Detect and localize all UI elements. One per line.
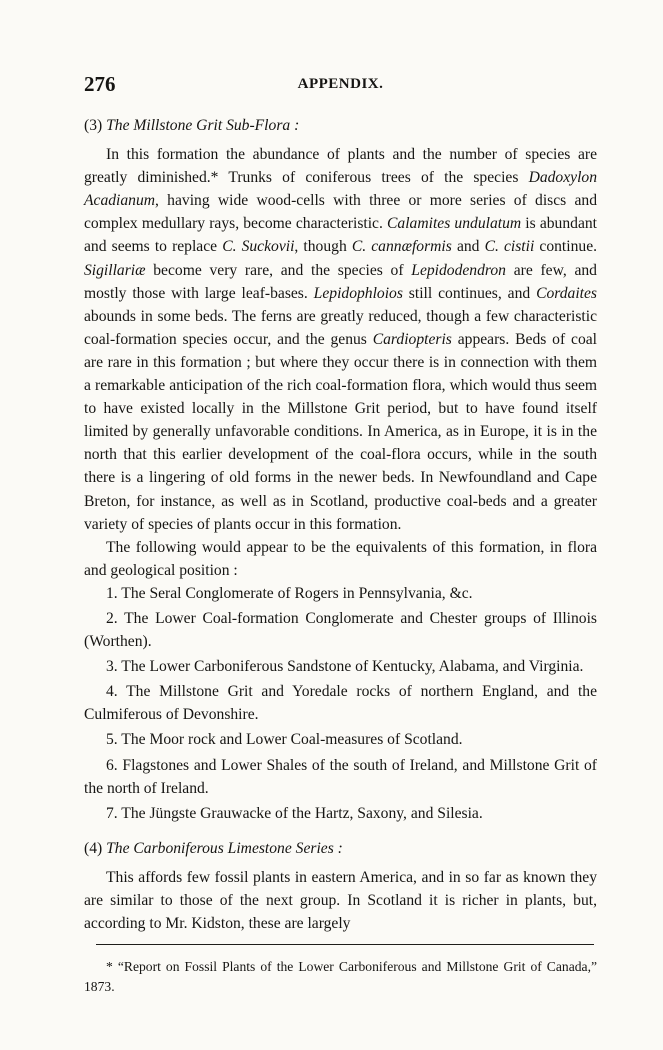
taxon-name: Sigillariæ (84, 261, 146, 279)
text-run: , having wide wood-cells with three or more series of discs and complex medullary rays, become characteristic. (84, 192, 597, 233)
taxon-name: C. cistii (484, 238, 535, 256)
taxon-name: Lepidophloios (313, 284, 403, 302)
text-run: appears. Beds of coal are rare in this formation ; but where they occur there is in connection with them a remarkable anticipation of the rich coal-formation flora, which would thus seem to have existed locally in the Millstone Grit period, but to have found itself limited by generally unfavorable conditions. In America, as in Europe, it is in the north that this earlier development of the coal-flora occurs, while in the south there is a lingering of old forms in the newer beds. In Newfoundland and Cape Breton, for instance, as well as in Scotland, productive coal-beds and a greater variety of species of plants occur in this formation. (84, 330, 597, 533)
taxon-name: C. cannæformis (351, 238, 452, 256)
taxon-name: Cordaites (536, 284, 597, 302)
list-item: 7. The Jüngste Grauwacke of the Hartz, Saxony, and Silesia. (106, 804, 483, 822)
taxon-name: Calamites undulatum (387, 215, 522, 233)
list-item: 6. Flagstones and Lower Shales of the south of Ireland, and Millstone Grit of the north of Ireland. (84, 756, 597, 797)
text-run: continue. (534, 238, 598, 256)
footnote (84, 957, 597, 997)
text-run: become very rare, and the species of (145, 261, 412, 279)
text-run: is abundant and seems to replace (84, 215, 597, 256)
footnote-text: * “Report on Fossil Plants of the Lower Carboniferous and Millstone Grit of Canada,” 1873. (84, 959, 597, 994)
section-heading-3 (84, 114, 597, 137)
paragraph: The following would appear to be the equivalents of this formation, in flora and geological position : (84, 538, 597, 579)
taxon-name: Dadoxylon Acadianum (84, 169, 597, 210)
text-run: In this formation the abundance of plants and the number of species are greatly diminished.* Trunks of coniferous trees of the species (84, 146, 597, 187)
taxon-name: C. Suckovii (222, 238, 295, 256)
text-run: still continues, and (402, 284, 537, 302)
section-title: The Carboniferous Limestone Series : (106, 839, 343, 857)
list-item: 4. The Millstone Grit and Yoredale rocks of northern England, and the Culmiferous of Devonshire. (84, 683, 597, 724)
list-item: 2. The Lower Coal-formation Conglomerate and Chester groups of Illinois (Worthen). (84, 609, 597, 651)
taxon-name: Lepidodendron (411, 261, 506, 279)
main-text (84, 114, 597, 935)
page-header (84, 72, 597, 100)
section-number: (3) (84, 117, 103, 134)
equivalents-list (84, 582, 597, 825)
section-heading-4 (84, 837, 597, 860)
taxon-name: Cardiopteris (372, 330, 452, 348)
text-run: are few, and mostly those with large leaf-bases. (84, 261, 597, 302)
running-head: APPENDIX. (297, 76, 384, 92)
section-number: (4) (84, 839, 103, 857)
text-run: and (451, 238, 485, 256)
paragraph: This affords few fossil plants in eastern America, and in so far as known they are similar to those of the next group. In Scotland it is richer in plants, but, according to Mr. Kidston, these are largely (84, 868, 597, 933)
section-gap (84, 827, 597, 837)
list-item: 3. The Lower Carboniferous Sandstone of Kentucky, Alabama, and Virginia. (106, 658, 584, 676)
text-run: abounds in some beds. The ferns are greatly reduced, though a few characteristic coal-formation species occur, and the genus (84, 307, 597, 348)
paragraph (84, 143, 597, 536)
page-number: 276 (84, 72, 116, 96)
list-item: 1. The Seral Conglomerate of Rogers in Pennsylvania, &c. (106, 584, 473, 602)
list-item: 5. The Moor rock and Lower Coal-measures of Scotland. (106, 731, 463, 749)
text-run: , though (294, 238, 352, 256)
footnote-rule (96, 944, 594, 945)
section-title: The Millstone Grit Sub-Flora : (106, 117, 300, 134)
